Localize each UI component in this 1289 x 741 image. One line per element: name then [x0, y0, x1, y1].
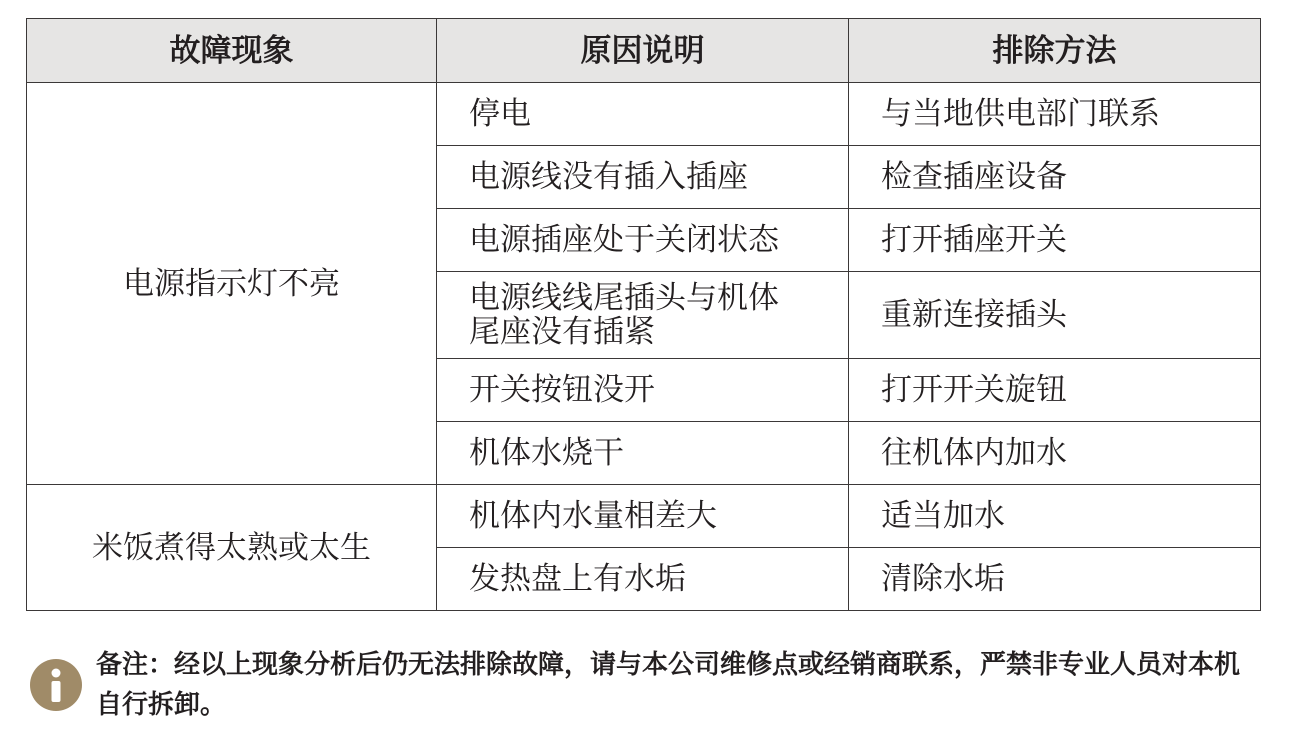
cause-cell: 电源线没有插入插座 — [437, 146, 849, 209]
column-header-symptom: 故障现象 — [27, 19, 437, 83]
solution-cell: 检查插座设备 — [849, 146, 1261, 209]
note-text: 备注：经以上现象分析后仍无法排除故障，请与本公司维修点或经销商联系，严禁非专业人员对本机自行拆卸。 — [96, 650, 1241, 720]
solution-cell: 与当地供电部门联系 — [849, 83, 1261, 146]
note-block — [30, 645, 1270, 725]
solution-cell: 重新连接插头 — [849, 272, 1261, 359]
cause-cell: 机体水烧干 — [437, 422, 849, 485]
solution-cell: 往机体内加水 — [849, 422, 1261, 485]
column-header-solution: 排除方法 — [849, 19, 1261, 83]
cause-cell: 停电 — [437, 83, 849, 146]
solution-cell: 清除水垢 — [849, 548, 1261, 611]
cause-cell: 发热盘上有水垢 — [437, 548, 849, 611]
table-row — [27, 83, 1261, 146]
cause-cell: 开关按钮没开 — [437, 359, 849, 422]
solution-cell: 打开开关旋钮 — [849, 359, 1261, 422]
solution-cell: 打开插座开关 — [849, 209, 1261, 272]
info-icon — [30, 659, 82, 711]
troubleshooting-table — [26, 18, 1261, 611]
cause-cell: 电源线线尾插头与机体尾座没有插紧 — [437, 272, 849, 359]
symptom-cell: 米饭煮得太熟或太生 — [27, 485, 437, 611]
cause-cell: 机体内水量相差大 — [437, 485, 849, 548]
symptom-cell: 电源指示灯不亮 — [27, 83, 437, 485]
column-header-cause: 原因说明 — [437, 19, 849, 83]
cause-cell: 电源插座处于关闭状态 — [437, 209, 849, 272]
solution-cell: 适当加水 — [849, 485, 1261, 548]
table-header-row — [27, 19, 1261, 83]
table-row — [27, 485, 1261, 548]
